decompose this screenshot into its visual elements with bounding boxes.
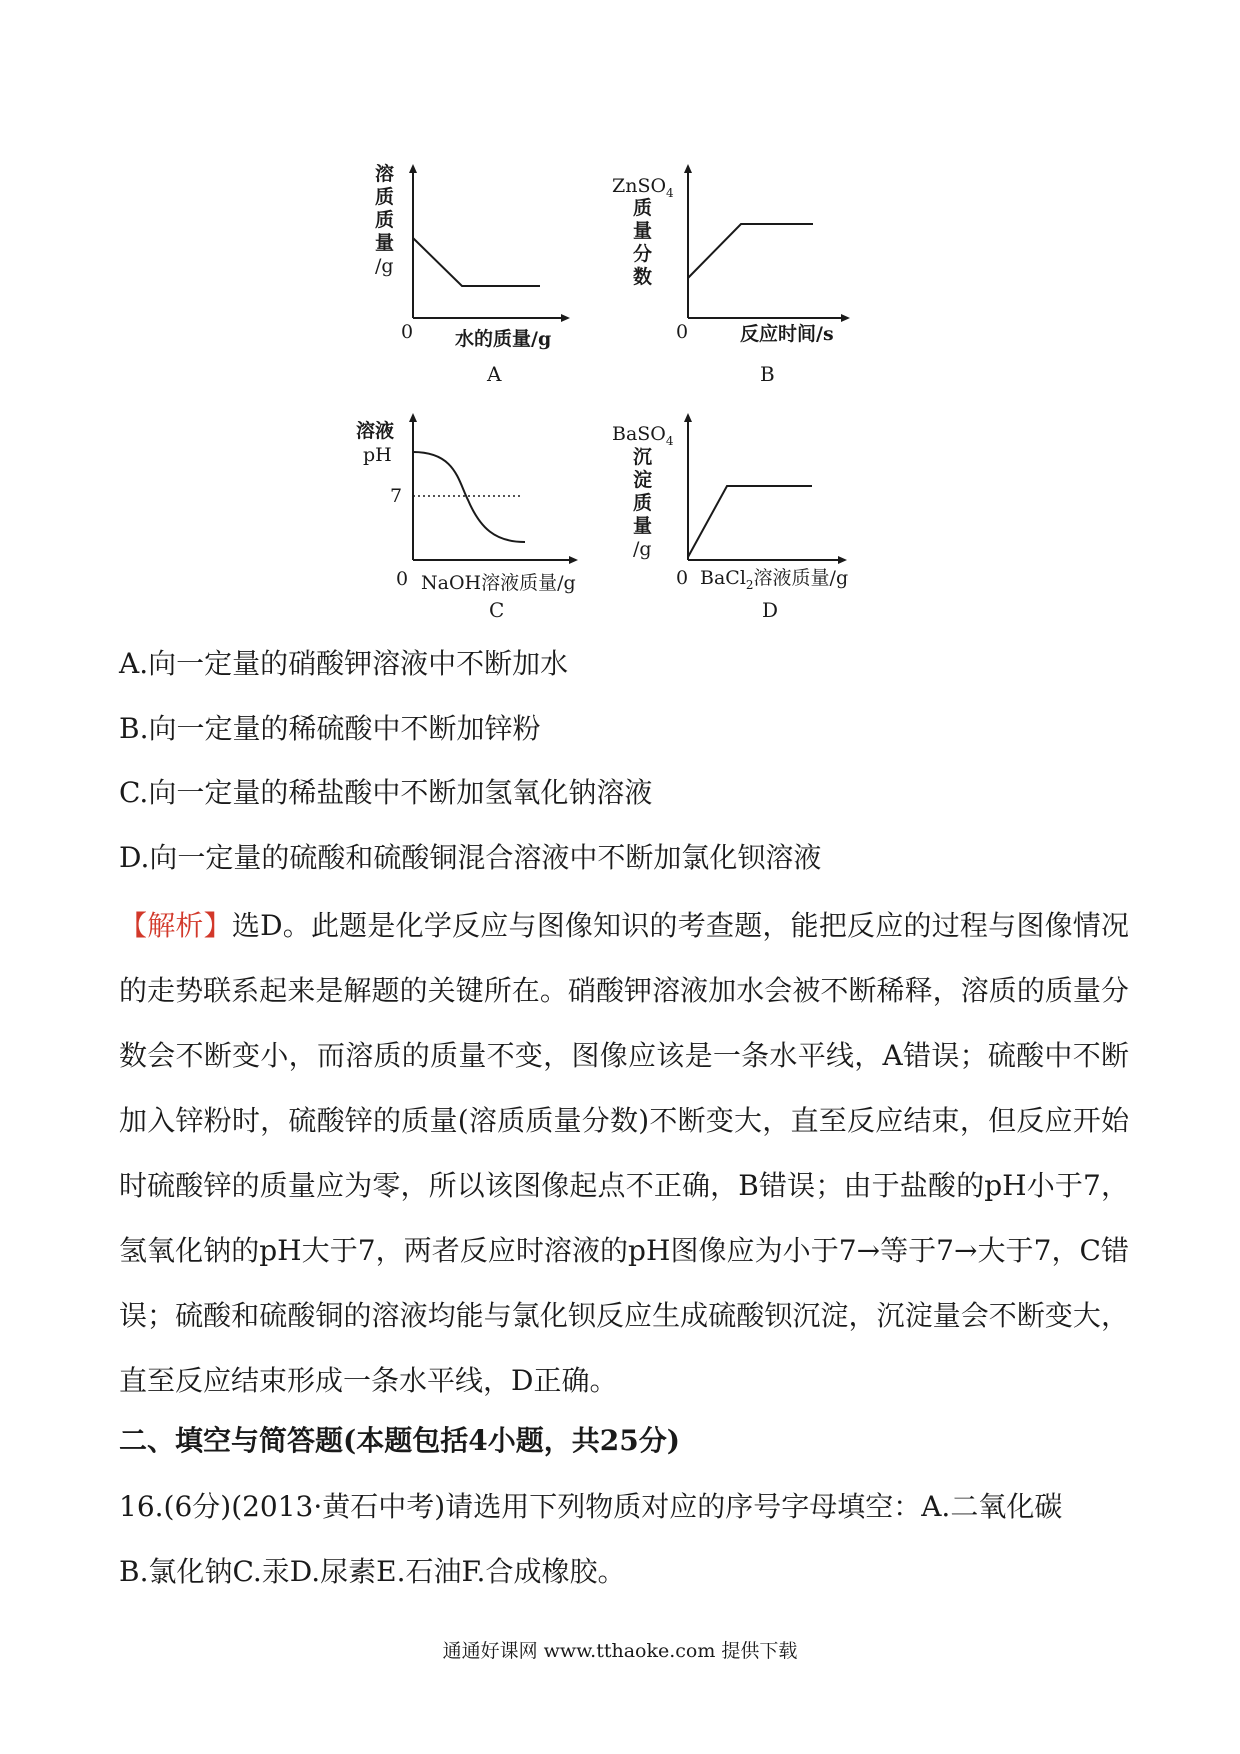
graph-b-x-label: 反应时间/s [740,323,834,345]
graph-d-origin: 0 [676,567,689,589]
graph-a-y-label-3: 质 [375,209,395,231]
graph-a-x-label: 水的质量/g [455,328,552,350]
graph-b-y-label-1: 质 [633,197,653,219]
graphs-figure [0,0,1240,640]
graph-b-y-label-4: 数 [633,266,653,288]
question-16-line-2: B.氯化钠C.汞D.尿素E.石油F.合成橡胶。 [119,1555,626,1588]
graph-b-caption: B [760,362,775,386]
graph-c-origin: 0 [396,568,409,590]
graph-d-y-label-5: /g [633,538,652,560]
graph-c-caption: C [489,598,505,622]
analysis-paragraph [119,893,1129,1413]
graph-c-x-label: NaOH溶液质量/g [421,572,576,594]
question-16-line-1: 16.(6分)(2013·黄石中考)请选用下列物质对应的序号字母填空：A.二氧化碳 [119,1490,1063,1523]
graph-c-curve [413,452,525,542]
option-b: B.向一定量的稀硫酸中不断加锌粉 [119,712,541,745]
graph-d [612,417,848,622]
graph-c-y-tick-7: 7 [390,485,403,507]
graph-d-y-label-1: 沉 [633,446,653,468]
graph-a [375,162,566,386]
analysis-text: 选D。此题是化学反应与图像知识的考查题，能把反应的过程与图像情况的走势联系起来是解题的关键所在。硝酸钾溶液加水会被不断稀释，溶质的质量分数会不断变小，而溶质的质量不变，图像应该是一条水平线，A错误；硫酸中不断加入锌粉时，硫酸锌的质量(溶质质量分数)不断变大，直至反应结束，但反应开始时硫酸锌的质量应为零，所以该图像起点不正确，B错误；由于盐酸的pH小于7，氢氧化钠的pH大于7，两者反应时溶液的pH图像应为小于7→等于7→大于7，C错误；硫酸和硫酸铜的溶液均能与氯化钡反应生成硫酸钡沉淀，沉淀量会不断变大，直至反应结束形成一条水平线，D正确。 [119,909,1129,1397]
graph-d-x-label: BaCl$_2$溶液质量/g [700,567,849,592]
graph-d-y-label-2: 淀 [633,469,653,491]
graph-a-caption: A [487,362,502,386]
graph-d-curve [688,486,812,557]
graph-a-y-label-4: 量 [375,232,395,254]
graph-d-y-label-4: 量 [633,515,653,537]
page-footer: 通通好课网 www.tthaoke.com 提供下载 [442,1640,798,1662]
graph-a-origin: 0 [401,321,414,343]
graph-b-curve [688,224,813,278]
graph-b-y-label-3: 分 [633,243,653,265]
graph-c-y-label-1: 溶液 [356,420,395,442]
graph-b-y-label-2: 量 [633,220,653,242]
option-c: C.向一定量的稀盐酸中不断加氢氧化钠溶液 [119,776,653,809]
graph-b-origin: 0 [676,321,689,343]
graph-d-y-label-3: 质 [633,492,653,514]
section-title: 二、填空与简答题(本题包括4小题，共25分) [119,1424,680,1457]
graph-c [356,417,576,622]
option-a: A.向一定量的硝酸钾溶液中不断加水 [119,647,569,680]
graph-d-caption: D [762,598,779,622]
graph-b-y-label-top: ZnSO$_4$ [612,175,674,200]
graph-a-y-label-5: /g [375,255,394,277]
graph-a-curve [413,238,540,286]
graph-c-y-label-2: pH [363,444,392,466]
graph-a-y-label-2: 质 [375,186,395,208]
graph-b [612,168,846,386]
analysis-tag: 【解析】 [119,909,232,942]
option-d: D.向一定量的硫酸和硫酸铜混合溶液中不断加氯化钡溶液 [119,841,822,874]
graph-a-y-label-1: 溶 [375,163,395,185]
graph-d-y-label-top: BaSO$_4$ [612,423,674,448]
